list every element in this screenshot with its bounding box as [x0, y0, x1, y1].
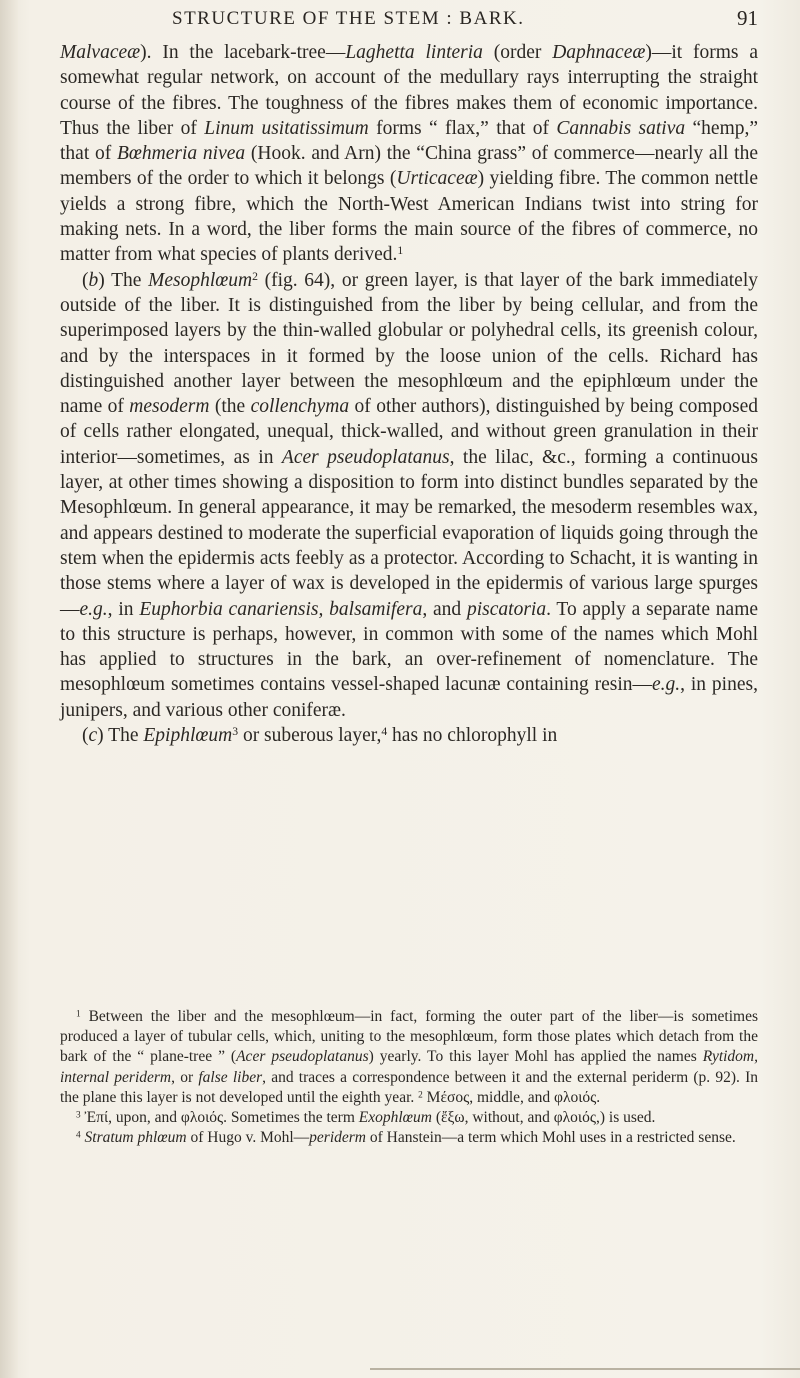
text-run: , or: [171, 1068, 199, 1086]
footnote-3: [60, 1108, 758, 1128]
text-run: (ἔξω, without, and φλοιός,) is used.: [431, 1109, 656, 1127]
italic-run: Linum usitatissimum: [204, 117, 369, 139]
italic-run: periderm: [309, 1129, 366, 1147]
italic-run: piscatoria: [466, 598, 547, 620]
italic-run: Cannabis sativa: [556, 117, 686, 139]
bottom-rule: [370, 1368, 800, 1370]
italic-run: Euphorbia canariensis, balsamifera: [139, 598, 423, 620]
footnote-marker: 3: [232, 725, 239, 739]
italic-run: Mesophlœum: [148, 269, 253, 291]
text-run: (order: [482, 42, 553, 63]
running-head: STRUCTURE OF THE STEM : BARK.: [172, 8, 525, 29]
text-run: or suberous layer,: [238, 725, 382, 747]
paragraph-liber-fibres: [60, 40, 758, 268]
italic-run: c: [88, 725, 98, 747]
footnotes: [60, 1007, 758, 1148]
italic-run: Malvaceæ: [60, 42, 141, 63]
text-run: (: [82, 725, 89, 747]
italic-run: e.g.: [79, 598, 108, 620]
italic-run: Acer pseudoplatanus: [236, 1048, 369, 1066]
italic-run: Epiphlœum: [143, 725, 233, 747]
footnote-marker: 1: [76, 1009, 81, 1020]
text-run: ) yearly. To this layer Mohl has applied the names: [368, 1048, 703, 1066]
italic-run: mesoderm: [129, 396, 210, 418]
footnote-marker: 3: [76, 1110, 81, 1121]
text-run: , and: [422, 598, 467, 620]
text-run: , the lilac, &c., forming a continuous layer, at other times showing a disposition to form into distinct bundles separated by the Mesophlœum. In general appearance, it may be remarked, the mesoderm resembles wax, and appears destined to moderate the superficial evaporation of liquids going through the stem when the epidermis acts feebly as a protector. According to Schacht, it is wanting in those stems where a layer of wax is developed in the epidermis of various large spurges—: [60, 446, 759, 620]
text-run: Ἐπί, upon, and φλοιός. Sometimes the term: [80, 1109, 359, 1127]
italic-run: Urticaceæ: [396, 168, 478, 190]
text-run: )—it forms a somewhat regular network, on account of the medullary rays interrupting the straight course of the fibres. The toughness of the fibres makes them of economic importance. Thus the liber of: [60, 42, 758, 139]
text-run: , in pines, junipers, and various other coniferæ.: [60, 674, 758, 721]
paragraph-mesophloeum: [60, 268, 758, 723]
italic-run: b: [88, 269, 99, 291]
page-header: [60, 2, 760, 38]
paragraph-epiphloeum: [60, 723, 758, 748]
footnote-marker: 4: [76, 1130, 81, 1141]
text-run: ) yielding fibre. The common nettle yields a strong fibre, which the North-West American Indians twist into string for making nets. In a word, the liber forms the main source of the fibres of commerce, no matter from what species of plants derived.: [60, 168, 759, 266]
text-run: Between the liber and the mesophlœum—in fact, forming the outer part of the liber—is sometimes produced a layer of tubular cells, which, uniting to the mesophlœum, form those plates which detach from the bark of the “ plane-tree ” (: [60, 1008, 758, 1066]
italic-run: Bœhmeria nivea: [116, 143, 246, 165]
page-number: 91: [737, 6, 758, 30]
italic-run: Exophlœum: [358, 1109, 432, 1127]
footnote-marker: 2: [252, 269, 258, 283]
italic-run: Laghetta linteria: [345, 42, 483, 63]
text-run: . To apply a separate name to this structure is perhaps, however, in common with some of the names which Mohl has applied to structures in the bark, an over-refinement of nomenclature. The mesophlœum sometimes contains vessel-shaped lacunæ containing resin—: [60, 598, 759, 696]
text-run: “hemp,” that of: [60, 117, 759, 165]
text-run: ) The: [98, 269, 149, 291]
italic-run: e.g.: [651, 674, 681, 696]
footnote-marker: 2: [418, 1090, 423, 1101]
footnote-marker: 4: [381, 725, 388, 739]
italic-run: false liber: [198, 1068, 263, 1086]
text-run: Μέσος, middle, and φλοιός.: [422, 1088, 601, 1106]
text-run: , and traces a correspondence between it and the external periderm (p. 92). In the plane this layer is not developed until the eighth year.: [60, 1068, 759, 1106]
italic-run: Stratum phlœum: [84, 1129, 187, 1147]
text-run: has no chlorophyll in: [387, 725, 558, 747]
text-run: , in: [107, 598, 140, 620]
text-run: (fig. 64), or green layer, is that layer of the bark immediately outside of the liber. It is distinguished from the liber by being cellular, and from the superimposed layers by the thin-walled globular or polyhedral cells, its greenish colour, and by the interspaces in it formed by the loose union of the cells. Richard has distinguished another layer between the mesophlœum and the epiphlœum under the name of: [60, 269, 758, 418]
text-run: of Hanstein—a term which Mohl uses in a restricted sense.: [365, 1129, 736, 1147]
main-text: [60, 40, 758, 748]
italic-run: Rytidom, internal periderm: [60, 1048, 758, 1086]
italic-run: Acer pseudoplatanus: [281, 446, 450, 468]
italic-run: Daphnaceæ: [552, 42, 646, 63]
text-run: (Hook. and Arn) the “China grass” of commerce—nearly all the members of the order to which it belongs (: [60, 143, 758, 190]
text-run: ). In the lacebark-tree—: [140, 42, 346, 63]
text-run: ) The: [97, 725, 144, 747]
footnote-marker: 1: [397, 244, 404, 258]
italic-run: collenchyma: [250, 396, 350, 418]
footnote-1-2: [60, 1007, 758, 1108]
text-run: (the: [209, 396, 251, 418]
text-run: of other authors), distinguished by being composed of cells rather elongated, unequal, thick-walled, and without green granulation in their interior—sometimes, as in: [60, 396, 758, 468]
footnote-4: [60, 1128, 758, 1148]
text-run: forms “ flax,” that of: [368, 117, 557, 139]
text-run: (: [82, 269, 89, 291]
text-run: of Hugo v. Mohl—: [186, 1129, 310, 1147]
page-binding-shadow: [0, 0, 18, 1378]
